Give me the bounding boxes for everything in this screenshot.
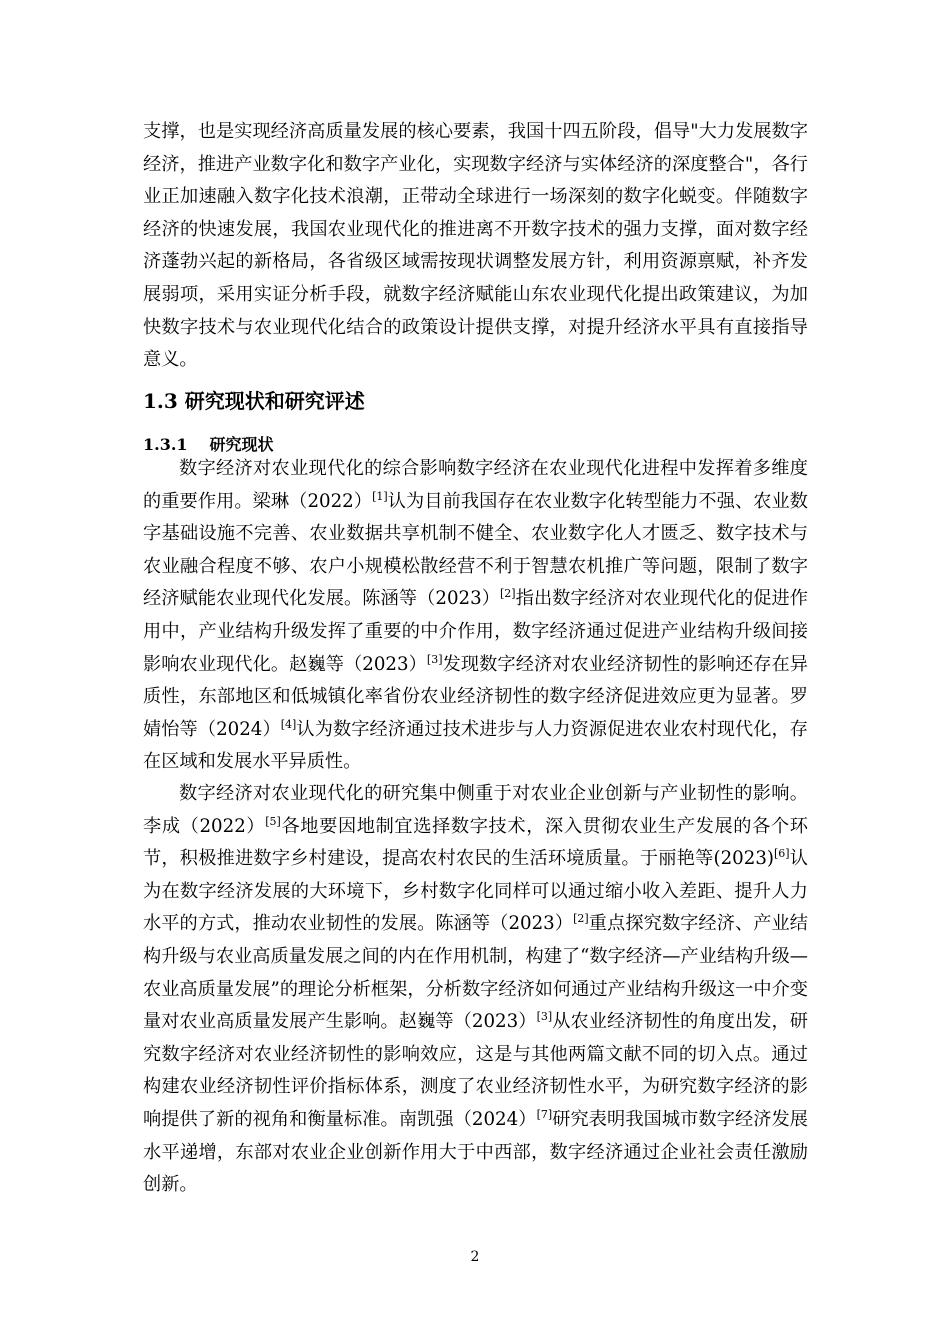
text-run: 各地要因地制宜选择数字技术，深入贯彻农业生产发展的各个环节，积极推进数字乡村建设，提高农村农民的生活环境质量。于丽艳等(2023) bbox=[143, 815, 808, 870]
subsection-title: 研究现状 bbox=[209, 435, 274, 454]
citation-1: [1] bbox=[372, 489, 388, 503]
intro-paragraph: 支撑，也是实现经济高质量发展的核心要素，我国十四五阶段，倡导"大力发展数字经济，推进产业数字化和数字产业化，实现数字经济与实体经济的深度整合"，各行业正加速融入数字化技术浪潮，正带动全球进行一场深刻的数字化蜕变。伴随数字经济的快速发展，我国农业现代化的推进离不开数字技术的强力支撑，面对数字经济蓬勃兴起的新格局，各省级区域需按现状调整发展方针，利用资源禀赋，补齐发展弱项，采用实证分析手段，就数字经济赋能山东农业现代化提出政策建议，为加快数字技术与农业现代化结合的政策设计提供支撑，对提升经济水平具有直接指导意义。 bbox=[143, 121, 808, 371]
citation-7: [7] bbox=[536, 1107, 553, 1121]
page-number: 2 bbox=[470, 1249, 480, 1265]
text-run: 认为在数字经济发展的大环境下，乡村数字化同样可以通过缩小收入差距、提升人力水平的方式，推动农业韧性的发展。陈涵等（2023） bbox=[143, 848, 808, 935]
text-run: 从农业经济韧性的角度出发，研究数字经济对农业经济韧性的影响效应，这是与其他两篇文献不同的切入点。通过构建农业经济韧性评价指标体系，测度了农业经济韧性水平，为研究数字经济的影响提供了新的视角和衡量标准。南凯强（2024） bbox=[143, 1011, 808, 1130]
section-heading: 1.3 研究现状和研究评述 bbox=[143, 389, 365, 413]
text-run: 研究表明我国城市数字经济发展水平递增，东部对农业企业创新作用大于中西部，数字经济通过企业社会责任激励创新。 bbox=[143, 1108, 808, 1196]
citation-2: [2] bbox=[573, 912, 589, 926]
text-run: 发现数字经济对农业经济韧性的影响还存在异质性，东部地区和低城镇化率省份农业经济韧性的数字经济促进效应更为显著。罗婧怡等（2024） bbox=[143, 653, 808, 740]
research-paragraph-1 bbox=[143, 453, 808, 779]
text-run: 数字经济对农业现代化的研究集中侧重于对农业企业创新与产业韧性的影响。李成（2022） bbox=[143, 783, 808, 837]
text-run: 重点探究数字经济、产业结构升级与农业高质量发展之间的内在作用机制，构建了“数字经济—产业结构升级—农业高质量发展”的理论分析框架，分析数字经济如何通过产业结构升级这一中介变量对农业高质量发展产生影响。赵巍等（2023） bbox=[143, 913, 808, 1033]
citation-5: [5] bbox=[265, 814, 281, 828]
citation-6: [6] bbox=[773, 847, 790, 861]
subsection-number: 1.3.1 bbox=[143, 435, 188, 454]
citation-2: [2] bbox=[500, 587, 516, 601]
citation-3: [3] bbox=[536, 1010, 553, 1024]
text-run: 指出数字经济对农业现代化的促进作用中，产业结构升级发挥了重要的中介作用，数字经济通过促进产业结构升级间接影响农业现代化。赵巍等（2023） bbox=[143, 588, 808, 675]
citation-4: [4] bbox=[280, 717, 297, 731]
citation-3: [3] bbox=[426, 652, 443, 666]
research-paragraph-2 bbox=[143, 778, 808, 1202]
text-run: 认为数字经济通过技术进步与人力资源促进农业农村现代化，存在区域和发展水平异质性。 bbox=[143, 718, 808, 773]
text-run: 认为目前我国存在农业数字化转型能力不强、农业数字基础设施不完善、农业数据共享机制不健全、农业数字化人才匮乏、数字技术与农业融合程度不够、农户小规模松散经营不利于智慧农机推广等问题，限制了数字经济赋能农业现代化发展。陈涵等（2023） bbox=[143, 490, 808, 610]
text-run: 数字经济对农业现代化的综合影响数字经济在农业现代化进程中发挥着多维度的重要作用。梁琳（2022） bbox=[143, 458, 808, 512]
